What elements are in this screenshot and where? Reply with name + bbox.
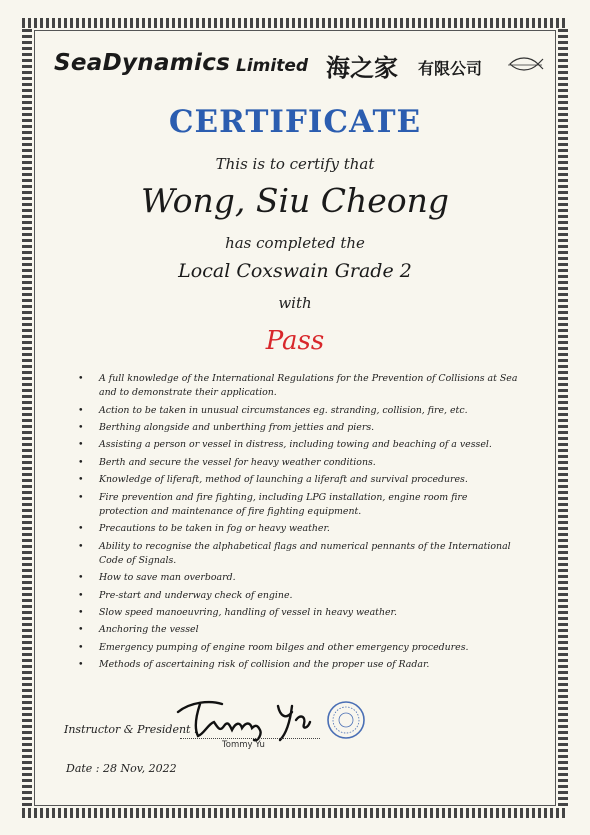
skill-item: • Emergency pumping of engine room bilges and other emergency procedures. <box>78 641 518 655</box>
handwritten-signature <box>170 694 335 744</box>
recipient-name: Wong, Siu Cheong <box>140 181 450 220</box>
skill-item: • Slow speed manoeuvring, handling of vessel in heavy weather. <box>78 606 518 620</box>
instructor-label: Instructor & President : <box>64 723 198 736</box>
skill-item: • Pre-start and underway check of engine. <box>78 589 518 603</box>
issue-date: Date : 28 Nov, 2022 <box>66 762 177 775</box>
skills-list <box>78 372 518 675</box>
brand-limited: Limited <box>236 56 309 76</box>
signature-line <box>180 738 320 739</box>
signatory-name: Tommy Yu <box>222 740 265 750</box>
skill-item: • Anchoring the vessel <box>78 623 518 637</box>
skill-item: • Ability to recognise the alphabetical flags and numerical pennants of the International Code of Signals. <box>78 540 518 568</box>
skill-item: • Berth and secure the vessel for heavy weather conditions. <box>78 456 518 470</box>
brand-chinese-suffix: 有限公司 <box>418 59 483 78</box>
completed-line: has completed the <box>225 234 365 252</box>
brand-chinese-name: 海之家 <box>326 54 398 82</box>
skill-item: • Knowledge of liferaft, method of launching a liferaft and survival procedures. <box>78 473 518 487</box>
skill-item: • Assisting a person or vessel in distress, including towing and beaching of a vessel. <box>78 438 518 452</box>
result-text: Pass <box>265 326 325 356</box>
skill-item: • How to save man overboard. <box>78 571 518 585</box>
course-name: Local Coxswain Grade 2 <box>178 260 412 282</box>
certify-line: This is to certify that <box>215 155 375 173</box>
company-seal-icon <box>326 700 366 740</box>
fish-logo-icon <box>508 54 544 74</box>
skill-item: • Methods of ascertaining risk of collision and the proper use of Radar. <box>78 658 518 672</box>
skill-item: • Action to be taken in unusual circumstances eg. stranding, collision, fire, etc. <box>78 404 518 418</box>
company-header <box>40 48 550 82</box>
skill-item: • Berthing alongside and unberthing from jetties and piers. <box>78 421 518 435</box>
skill-item: • Fire prevention and fire fighting, including LPG installation, engine room fire protection and maintenance of fire fighting equipment. <box>78 491 518 519</box>
certificate-title: CERTIFICATE <box>168 104 422 140</box>
with-line: with <box>278 294 312 312</box>
skill-item: • A full knowledge of the International Regulations for the Prevention of Collisions at Sea and to demonstrate their application. <box>78 372 518 400</box>
brand-name: SeaDynamics <box>54 50 231 76</box>
skill-item: • Precautions to be taken in fog or heavy weather. <box>78 522 518 536</box>
